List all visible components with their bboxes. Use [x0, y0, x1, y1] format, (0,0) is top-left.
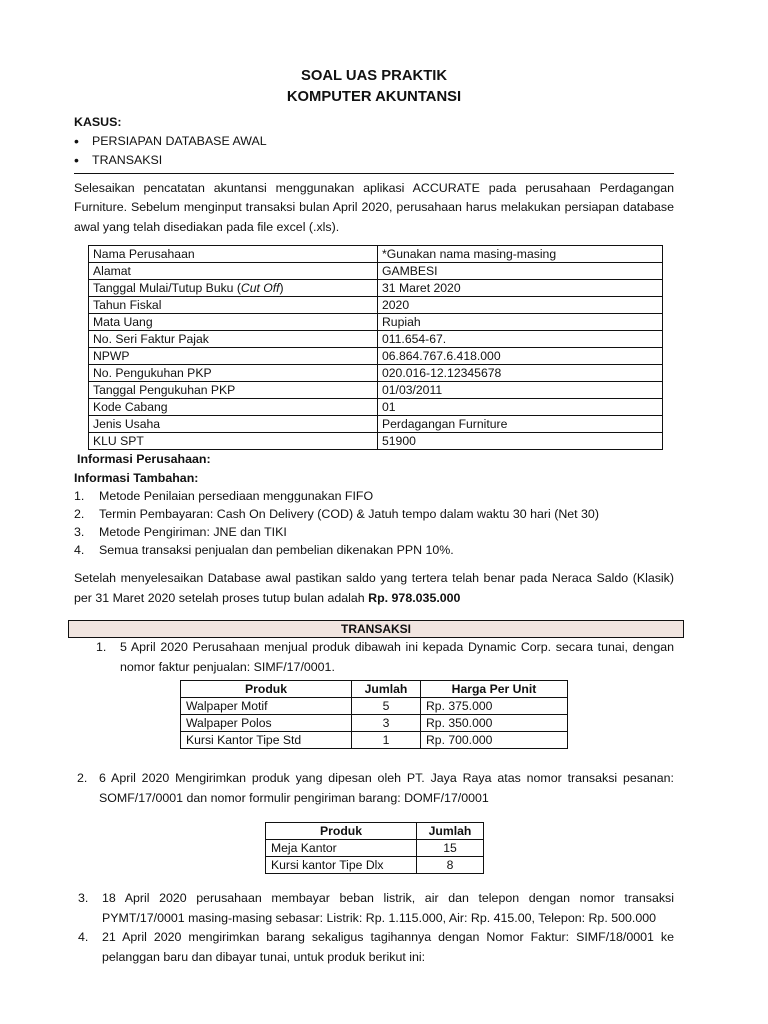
list-text: Semua transaksi penjualan dan pembelian dikenakan PPN 10%.: [99, 543, 454, 558]
table-cell: 3: [352, 715, 421, 732]
table-row: [181, 698, 568, 715]
company-info-table: [88, 245, 663, 450]
table-cell-value: 01/03/2011: [378, 382, 663, 399]
table-cell: 1: [352, 732, 421, 749]
table-row: [89, 399, 663, 416]
table-row: [181, 715, 568, 732]
column-header: Jumlah: [417, 823, 484, 840]
table-cell: Kursi Kantor Tipe Std: [181, 732, 352, 749]
table-cell: 8: [417, 857, 484, 874]
saldo-amount: Rp. 978.035.000: [368, 590, 461, 605]
key-text: ): [279, 281, 284, 296]
transaction-item-2: [77, 769, 674, 808]
table-cell: Rp. 350.000: [421, 715, 568, 732]
transaction-2-table: [265, 822, 484, 874]
transaction-number: 2.: [77, 771, 88, 786]
transaction-number: 3.: [78, 891, 89, 906]
table-cell-key: No. Seri Faktur Pajak: [89, 331, 378, 348]
table-cell-key: NPWP: [89, 348, 378, 365]
table-cell: Walpaper Polos: [181, 715, 352, 732]
table-header-row: [181, 681, 568, 698]
column-header: Produk: [181, 681, 352, 698]
table-row: [89, 280, 663, 297]
table-cell-value: 01: [378, 399, 663, 416]
table-cell: Meja Kantor: [266, 840, 417, 857]
document-title-line2: KOMPUTER AKUNTANSI: [286, 89, 462, 105]
column-header: Harga Per Unit: [421, 681, 568, 698]
table-cell-value: *Gunakan nama masing-masing: [378, 246, 663, 263]
table-cell: Rp. 700.000: [421, 732, 568, 749]
table-cell-key: Kode Cabang: [89, 399, 378, 416]
list-number: 3.: [74, 525, 85, 540]
table-cell-key: Tanggal Pengukuhan PKP: [89, 382, 378, 399]
table-row: [89, 382, 663, 399]
table-row: [89, 314, 663, 331]
table-row: [181, 732, 568, 749]
table-cell: 5: [352, 698, 421, 715]
list-item: [74, 487, 674, 505]
transaction-text: 18 April 2020 perusahaan membayar beban listrik, air dan telepon dengan nomor transaksi PYMT/17/0001 masing-masing sebasar: Listrik: Rp. 1.115.000, Air: Rp. 415.00, Telepon: Rp. 500.000: [102, 891, 674, 925]
transaction-1-table: [180, 680, 568, 749]
transaction-text: 5 April 2020 Perusahaan menjual produk dibawah ini kepada Dynamic Corp. secara tunai, dengan nomor faktur penjualan: SIMF/17/0001.: [120, 640, 674, 674]
document-title-line1: SOAL UAS PRAKTIK: [300, 68, 448, 84]
table-cell-key: [89, 280, 378, 297]
list-number: 1.: [74, 489, 85, 504]
table-cell-value: 2020: [378, 297, 663, 314]
info-tambahan-list: [74, 487, 674, 559]
table-row: [266, 840, 484, 857]
table-cell-value: Rupiah: [378, 314, 663, 331]
info-tambahan-label: Informasi Tambahan:: [74, 471, 199, 486]
table-header-row: [266, 823, 484, 840]
list-number: 4.: [74, 543, 85, 558]
document-page: [74, 66, 674, 967]
table-cell-key: Mata Uang: [89, 314, 378, 331]
transaction-number: 1.: [96, 640, 107, 655]
transaction-text: 21 April 2020 mengirimkan barang sekaligus tagihannya dengan Nomor Faktur: SIMF/18/0001 ke pelanggan baru dan dibayar tunai, untuk produk berikut ini:: [102, 930, 674, 964]
list-text: Metode Pengiriman: JNE dan TIKI: [99, 525, 287, 540]
table-cell-key: Nama Perusahaan: [89, 246, 378, 263]
table-cell-value: 011.654-67.: [378, 331, 663, 348]
table-row: [89, 416, 663, 433]
transaction-text: 6 April 2020 Mengirimkan produk yang dipesan oleh PT. Jaya Raya atas nomor transaksi pesanan: SOMF/17/0001 dan nomor formulir pengiriman barang: DOMF/17/0001: [99, 771, 674, 805]
list-text: Metode Penilaian persediaan menggunakan FIFO: [99, 489, 374, 504]
transaction-number: 4.: [78, 930, 89, 945]
divider-line: [74, 173, 674, 174]
table-cell-key: Tahun Fiskal: [89, 297, 378, 314]
list-number: 2.: [74, 507, 85, 522]
kasus-item: • PERSIAPAN DATABASE AWAL: [74, 132, 674, 151]
table-row: [89, 297, 663, 314]
table-cell-value: 51900: [378, 433, 663, 450]
saldo-paragraph: [74, 569, 674, 608]
list-item: [74, 523, 674, 541]
table-cell: Walpaper Motif: [181, 698, 352, 715]
list-item: [74, 505, 674, 523]
table-row: [89, 263, 663, 280]
table-cell-key: Jenis Usaha: [89, 416, 378, 433]
table-cell-value: 020.016-12.12345678: [378, 365, 663, 382]
table-row: [89, 331, 663, 348]
list-text: Termin Pembayaran: Cash On Delivery (COD) & Jatuh tempo dalam waktu 30 hari (Net 30): [99, 507, 599, 522]
table-cell: Kursi kantor Tipe Dlx: [266, 857, 417, 874]
transaction-item-3: [78, 889, 674, 928]
table-cell-key: Alamat: [89, 263, 378, 280]
intro-paragraph: Selesaikan pencatatan akuntansi menggunakan aplikasi ACCURATE pada perusahaan Perdagangan Furniture. Sebelum menginput transaksi bulan April 2020, perusahaan harus melakukan persiapan database awal yang telah disediakan pada file excel (.xls).: [74, 180, 674, 234]
table-cell-value: GAMBESI: [378, 263, 663, 280]
table-row: [89, 246, 663, 263]
company-info-caption: Informasi Perusahaan:: [77, 452, 211, 467]
table-row: [266, 857, 484, 874]
key-text: Tanggal Mulai/Tutup Buku (: [93, 281, 241, 296]
table-row: [89, 433, 663, 450]
table-row: [89, 348, 663, 365]
table-cell: 15: [417, 840, 484, 857]
transaksi-header: TRANSAKSI: [68, 620, 684, 638]
table-cell-value: 06.864.767.6.418.000: [378, 348, 663, 365]
table-cell: Rp. 375.000: [421, 698, 568, 715]
saldo-text: Setelah menyelesaikan Database awal pastikan saldo yang tertera telah benar pada Neraca Saldo (Klasik) per 31 Maret 2020 setelah proses tutup bulan adalah: [74, 571, 674, 605]
table-cell-key: No. Pengukuhan PKP: [89, 365, 378, 382]
kasus-list: [74, 132, 674, 170]
table-cell-value: Perdagangan Furniture: [378, 416, 663, 433]
column-header: Produk: [266, 823, 417, 840]
transaction-item-1: [96, 638, 674, 677]
table-cell-key: KLU SPT: [89, 433, 378, 450]
kasus-item: • TRANSAKSI: [74, 151, 674, 170]
table-cell-value: 31 Maret 2020: [378, 280, 663, 297]
column-header: Jumlah: [352, 681, 421, 698]
list-item: [74, 541, 674, 559]
table-row: [89, 365, 663, 382]
kasus-label: KASUS:: [74, 115, 122, 129]
key-italic-text: Cut Off: [240, 281, 280, 296]
transaction-item-4: [78, 928, 674, 967]
